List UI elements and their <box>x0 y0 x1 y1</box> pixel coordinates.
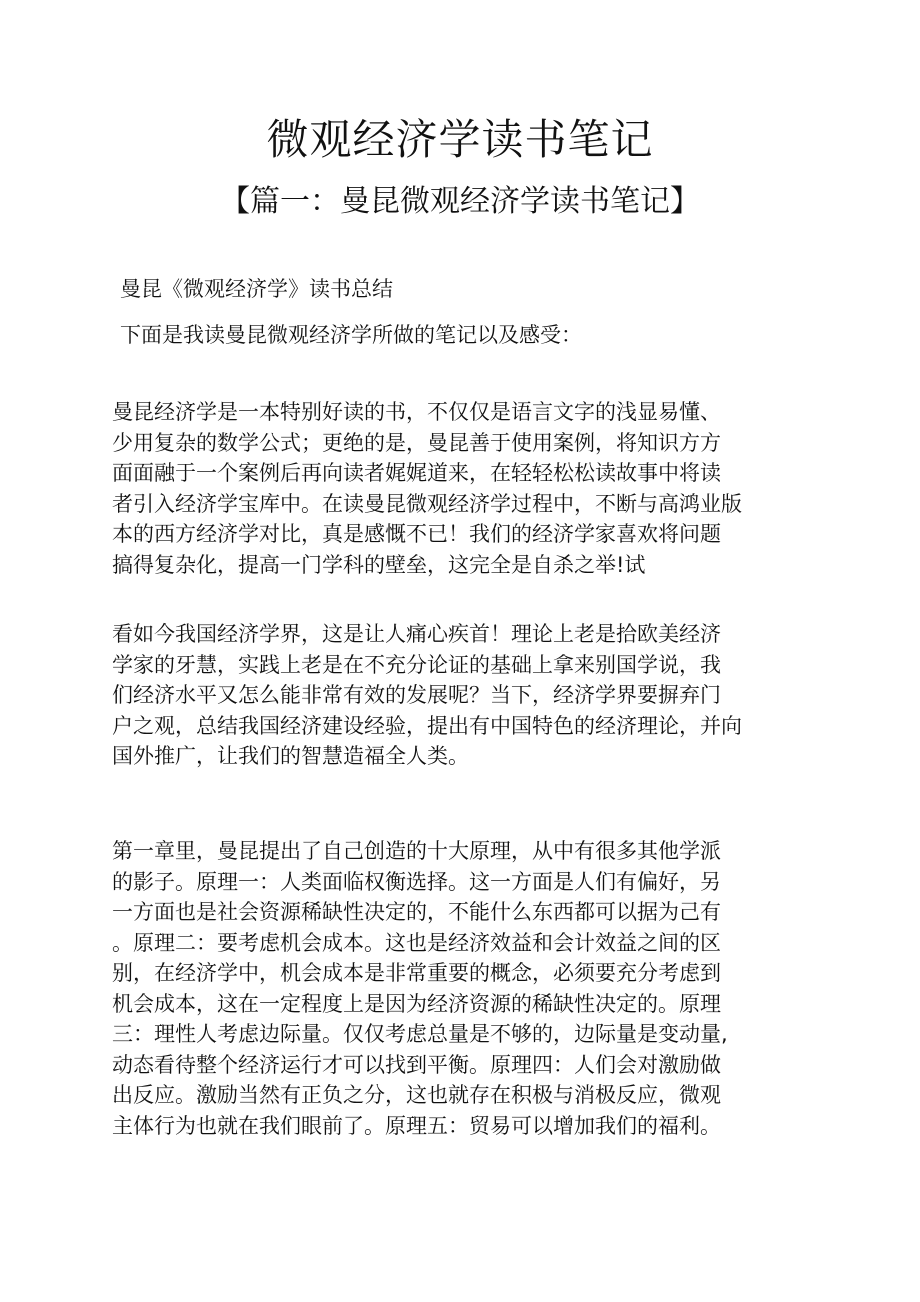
paragraph-line: 本的西方经济学对比，真是感慨不已！我们的经济学家喜欢将问题 <box>112 522 721 546</box>
paragraph-line: 学家的牙慧，实践上老是在不充分论证的基础上拿来别国学说，我 <box>112 652 721 677</box>
document-title: 微观经济学读书笔记 <box>266 115 654 164</box>
paragraph-line: 的影子。原理一：人类面临权衡选择。这一方面是人们有偏好，另 <box>112 869 721 894</box>
paragraph-line: 主体行为也就在我们眼前了。原理五：贸易可以增加我们的福利。 <box>112 1113 721 1138</box>
intro-text: 下面是我读曼昆微观经济学所做的笔记以及感受： <box>120 323 582 347</box>
paragraph-line: 机会成本，这在一定程度上是因为经济资源的稀缺性决定的。原理 <box>112 991 721 1016</box>
paragraph-line: 别，在经济学中，机会成本是非常重要的概念，必须要充分考虑到 <box>112 961 721 985</box>
paragraph-3 <box>112 836 812 1141</box>
paragraph-line: 一方面也是社会资源稀缺性决定的，不能什么东西都可以据为己有 <box>112 900 721 924</box>
paragraph-line: 出反应。激励当然有正负之分，这也就存在积极与消极反应，微观 <box>112 1083 721 1107</box>
paragraph-line: 曼昆经济学是一本特别好读的书，不仅仅是语言文字的浅显易懂、 <box>112 400 721 424</box>
paragraph-line: 动态看待整个经济运行才可以找到平衡。原理四：人们会对激励做 <box>112 1052 721 1077</box>
paragraph-line: 国外推广，让我们的智慧造福全人类。 <box>112 744 469 768</box>
paragraph-line: 户之观，总结我国经济建设经验，提出有中国特色的经济理论，并向 <box>112 713 742 738</box>
paragraph-line: 三：理性人考虑边际量。仅仅考虑总量是不够的，边际量是变动量, <box>112 1022 728 1046</box>
paragraph-line: 看如今我国经济学界，这是让人痛心疾首！理论上老是拾欧美经济 <box>112 622 721 646</box>
intro-heading: 曼昆《微观经济学》读书总结 <box>120 277 393 301</box>
paragraph-line: 面面融于一个案例后再向读者娓娓道来，在轻轻松松读故事中将读 <box>112 461 721 485</box>
document-subtitle: 【篇一：曼昆微观经济学读书笔记】 <box>220 184 700 219</box>
paragraph-line: 第一章里，曼昆提出了自己创造的十大原理，从中有很多其他学派 <box>112 839 721 863</box>
paragraph-line: 少用复杂的数学公式；更绝的是，曼昆善于使用案例，将知识方方 <box>112 430 721 455</box>
paragraph-line: 者引入经济学宝库中。在读曼昆微观经济学过程中，不断与高鸿业版 <box>112 491 742 516</box>
paragraph-2 <box>112 619 812 772</box>
paragraph-line: 们经济水平又怎么能非常有效的发展呢？当下，经济学界要摒弃门 <box>112 683 721 707</box>
paragraph-1 <box>112 397 812 580</box>
paragraph-line: 搞得复杂化，提高一门学科的壁垒，这完全是自杀之举!试 <box>112 552 646 577</box>
paragraph-line: 。原理二：要考虑机会成本。这也是经济效益和会计效益之间的区 <box>112 930 721 955</box>
